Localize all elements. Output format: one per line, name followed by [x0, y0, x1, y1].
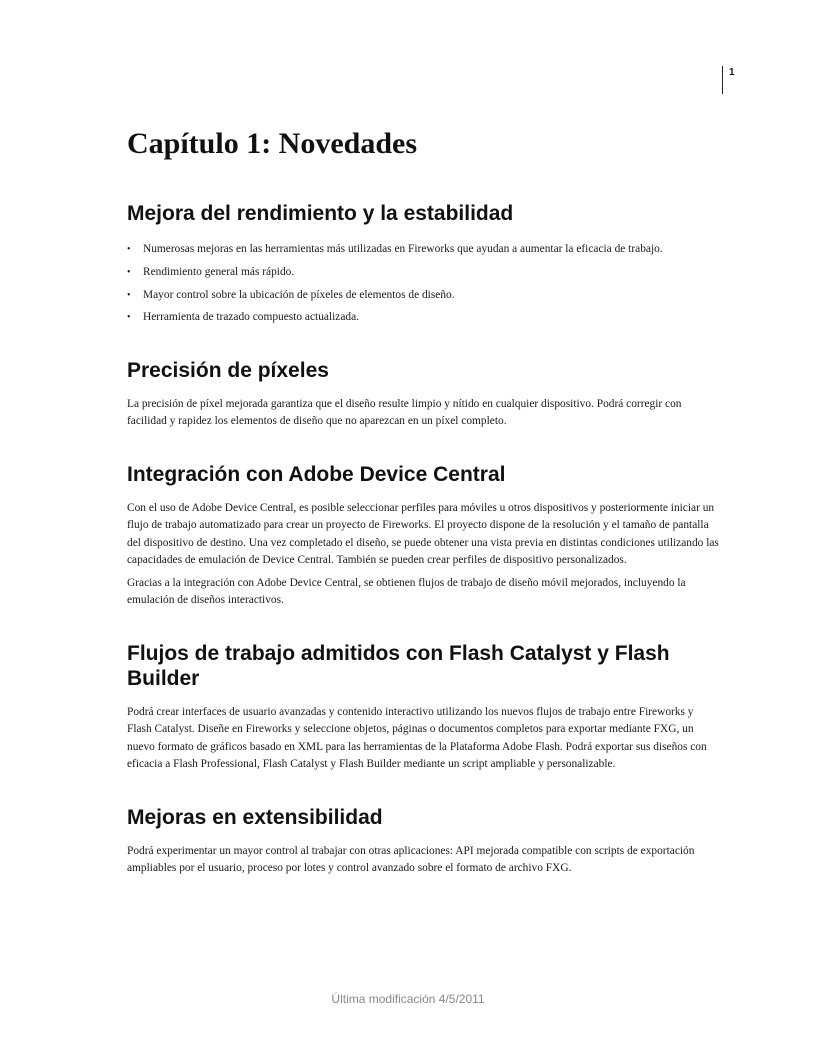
- list-item: • Numerosas mejoras en las herramientas más utilizadas en Fireworks que ayudan a aumentar la eficacia de trabajo.: [127, 241, 721, 259]
- section-heading: Mejora del rendimiento y la estabilidad: [127, 202, 514, 225]
- bullet-list: [127, 241, 721, 327]
- section-pixel-precision: [127, 358, 721, 431]
- paragraph: Gracias a la integración con Adobe Device Central, se obtienen flujos de trabajo de diseño móvil mejorados, incluyendo la emulación de diseños interactivos.: [127, 576, 686, 607]
- section-flash-workflows: [127, 641, 721, 774]
- footer-last-modified: Última modificación 4/5/2011: [331, 992, 485, 1006]
- section-extensibility: [127, 805, 721, 878]
- document-body: [127, 124, 721, 878]
- chapter-title: Capítulo 1: Novedades: [127, 127, 418, 160]
- section-heading: Precisión de píxeles: [127, 358, 329, 382]
- section-heading: Mejoras en extensibilidad: [127, 805, 383, 829]
- section-performance: [127, 201, 721, 327]
- section-heading: Integración con Adobe Device Central: [127, 462, 506, 486]
- page-number: 1: [722, 66, 735, 94]
- list-item: • Herramienta de trazado compuesto actualizada.: [127, 309, 721, 327]
- section-heading: Flujos de trabajo admitidos con Flash Catalyst y Flash Builder: [127, 641, 670, 690]
- paragraph: Podrá crear interfaces de usuario avanzadas y contenido interactivo utilizando los nuevos flujos de trabajo entre Fireworks y Flash Catalyst. Diseñe en Fireworks y seleccione objetos, páginas o documentos completos para exportar mediante FXG, un nuevo formato de gráficos basado en XML para las herramientas de la Plataforma Adobe Flash. Podrá exportar sus diseños con eficacia a Flash Professional, Flash Catalyst y Flash Builder mediante un script ampliable y personalizable.: [127, 705, 707, 771]
- list-item: • Mayor control sobre la ubicación de píxeles de elementos de diseño.: [127, 287, 721, 305]
- paragraph: Con el uso de Adobe Device Central, es posible seleccionar perfiles para móviles u otros dispositivos y posteriormente iniciar un flujo de trabajo automatizado para crear un proyecto de Fireworks. El proyecto dispone de la resolución y el tamaño de pantalla del dispositivo de destino. Una vez completado el diseño, se puede obtener una vista previa en distintas condiciones utilizando las capacidades de emulación de Device Central. También se pueden crear perfiles de dispositivo personalizados.: [127, 501, 719, 567]
- paragraph: La precisión de píxel mejorada garantiza que el diseño resulte limpio y nítido en cualquier dispositivo. Podrá corregir con facilidad y rapidez los elementos de diseño que no aparezcan en un píxel completo.: [127, 397, 682, 428]
- paragraph: Podrá experimentar un mayor control al trabajar con otras aplicaciones: API mejorada compatible con scripts de exportación ampliables por el usuario, proceso por lotes y control avanzado sobre el formato de archivo FXG.: [127, 844, 695, 875]
- section-device-central: [127, 462, 721, 610]
- list-item: • Rendimiento general más rápido.: [127, 264, 721, 282]
